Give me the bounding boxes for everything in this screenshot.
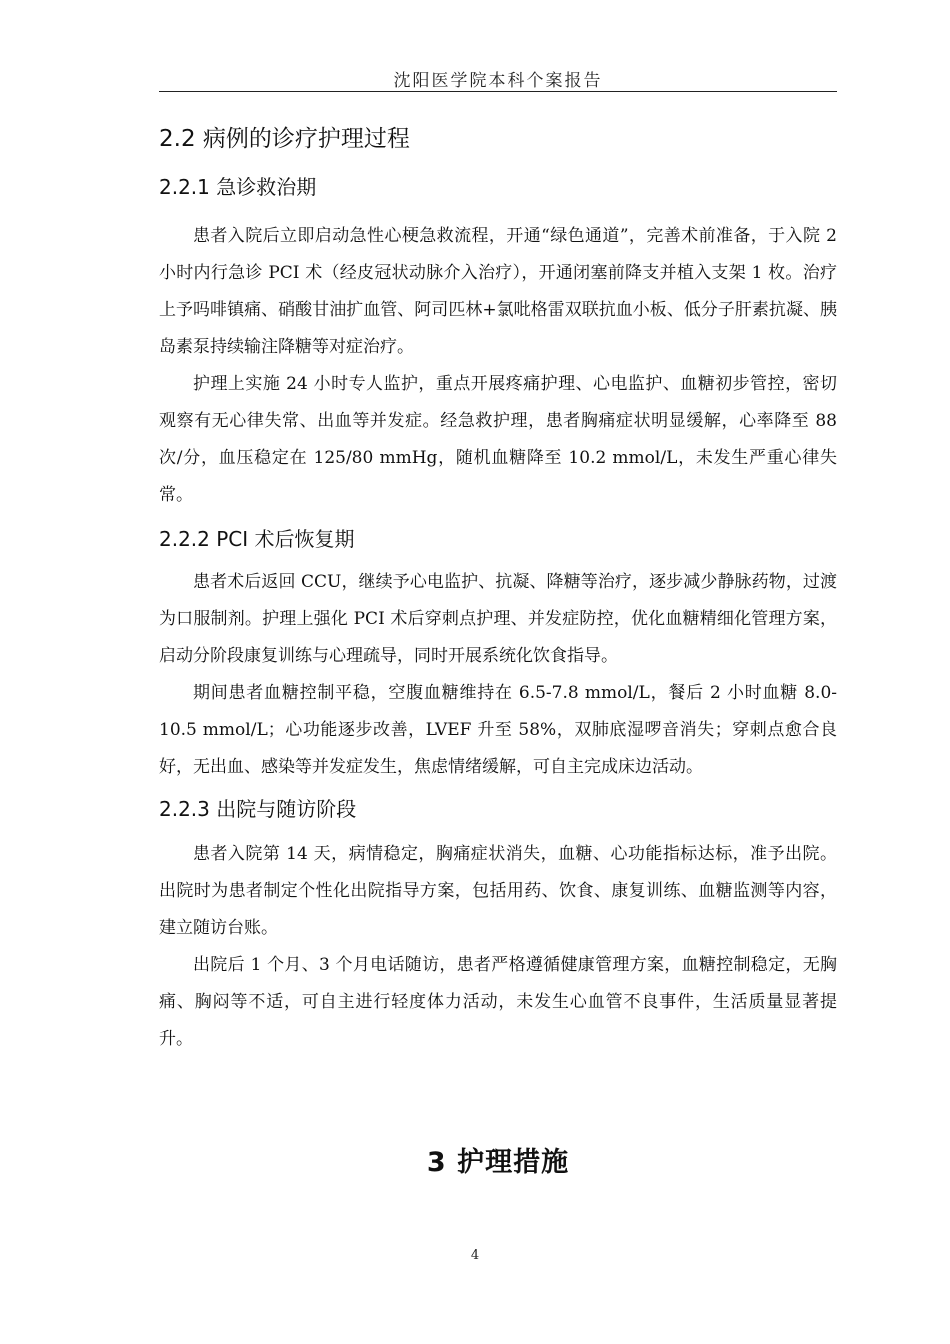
paragraph: 患者入院第 14 天，病情稳定，胸痛症状消失，血糖、心功能指标达标，准予出院。出院时为患者制定个性化出院指导方案，包括用药、饮食、康复训练、血糖监测等内容，建立随访台账。 (159, 844, 837, 938)
paragraph: 患者入院后立即启动急性心梗急救流程，开通“绿色通道”，完善术前准备，于入院 2 小时内行急诊 PCI 术（经皮冠状动脉介入治疗），开通闭塞前降支并植入支架 1 枚。治疗上予吗啡镇痛、硝酸甘油扩血管、阿司匹林+氯吡格雷双联抗血小板、低分子肝素抗凝、胰岛素泵持续输注降糖等对症治疗。 (159, 226, 837, 357)
paragraph: 患者术后返回 CCU，继续予心电监护、抗凝、降糖等治疗，逐步减少静脉药物，过渡为口服制剂。护理上强化 PCI 术后穿刺点护理、并发症防控，优化血糖精细化管理方案，启动分阶段康复训练与心理疏导，同时开展系统化饮食指导。 (159, 572, 837, 666)
section-heading: 2.2 病例的诊疗护理过程 (159, 126, 410, 152)
subsection-heading-recovery: 2.2.2 PCI 术后恢复期 (159, 527, 355, 551)
paragraph: 出院后 1 个月、3 个月电话随访，患者严格遵循健康管理方案，血糖控制稳定，无胸痛、胸闷等不适，可自主进行轻度体力活动，未发生心血管不良事件，生活质量显著提升。 (159, 955, 837, 1049)
subsection-heading-discharge: 2.2.3 出院与随访阶段 (159, 797, 357, 821)
page-number: 4 (470, 1248, 480, 1263)
running-header: 沈阳医学院本科个案报告 (393, 71, 603, 91)
paragraph: 期间患者血糖控制平稳，空腹血糖维持在 6.5-7.8 mmol/L，餐后 2 小时血糖 8.0-10.5 mmol/L；心功能逐步改善，LVEF 升至 58%，双肺底湿啰音消失；穿刺点愈合良好，无出血、感染等并发症发生，焦虑情绪缓解，可自主完成床边活动。 (159, 683, 837, 777)
header-divider (159, 91, 837, 92)
subsection-heading-emergency: 2.2.1 急诊救治期 (159, 175, 317, 199)
page-body (159, 118, 837, 1058)
chapter-heading: 3 护理措施 (426, 1147, 570, 1178)
paragraph: 护理上实施 24 小时专人监护，重点开展疼痛护理、心电监护、血糖初步管控，密切观察有无心律失常、出血等并发症。经急救护理，患者胸痛症状明显缓解，心率降至 88 次/分，血压稳定在 125/80 mmHg，随机血糖降至 10.2 mmol/L，未发生严重心律失常。 (159, 374, 837, 505)
